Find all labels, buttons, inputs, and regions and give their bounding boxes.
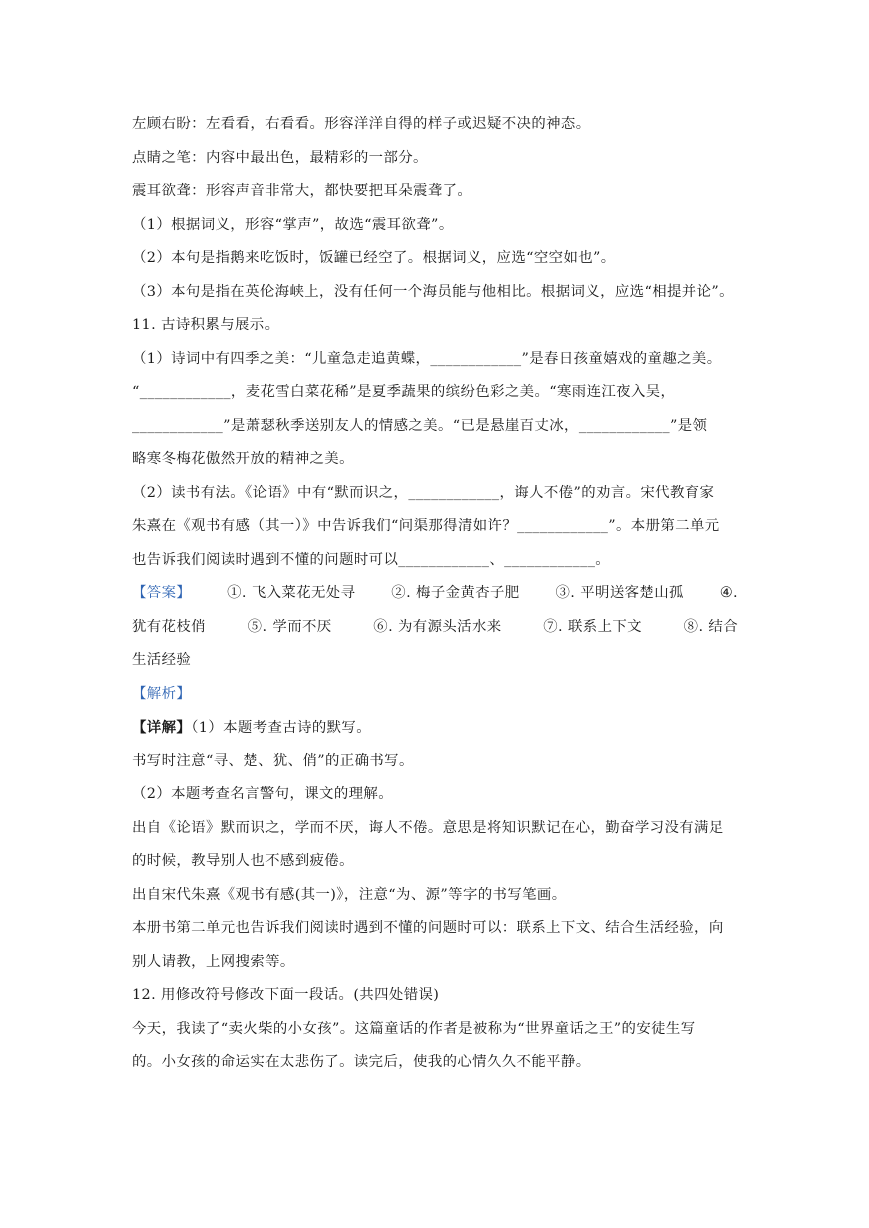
answer-item: ④. bbox=[719, 585, 738, 601]
text-line: 本册书第二单元也告诉我们阅读时遇到不懂的问题时可以：联系上下文、结合生活经验，向 bbox=[132, 920, 724, 936]
text-line: “____________，麦花雪白菜花稀”是夏季蔬果的缤纷色彩之美。“寒雨连江夜入吴， bbox=[132, 384, 676, 400]
text-line: （3）本句是指在英伦海峡上，没有任何一个海员能与他相比。根据词义，应选“相提并论”。 bbox=[132, 283, 734, 300]
text-line: 出自宋代朱熹《观书有感(其一)》，注意“为、源”等字的书写笔画。 bbox=[132, 886, 567, 903]
text-line: 也告诉我们阅读时遇到不懂的问题时可以____________、____________。 bbox=[132, 551, 611, 568]
answer-item: ①. 飞入菜花无处寻 bbox=[227, 585, 356, 601]
answer-row bbox=[132, 611, 738, 645]
text-line: 书写时注意“寻、楚、犹、俏”的正确书写。 bbox=[132, 752, 414, 769]
answer-label: 【答案】 bbox=[132, 585, 192, 601]
text-line: 左顾右盼：左看看，右看看。形容洋洋自得的样子或迟疑不决的神态。 bbox=[132, 116, 591, 132]
text-line: （2）读书有法。《论语》中有“默而识之，____________，诲人不倦”的劝言。宋代教育家 bbox=[132, 484, 715, 501]
answer-row: 生活经验 bbox=[132, 652, 192, 668]
detail-line bbox=[132, 711, 738, 745]
answer-item: ③. 平明送客楚山孤 bbox=[555, 585, 684, 601]
answer-item: ⑦. 联系上下文 bbox=[543, 618, 642, 635]
text-line: 今天，我读了“卖火柴的小女孩”。这篇童话的作者是被称为“世界童话之王”的安徒生写 bbox=[132, 1020, 696, 1037]
text-line: （1）根据词义，形容“掌声”，故选“震耳欲聋”。 bbox=[132, 216, 454, 233]
text-line: 略寒冬梅花傲然开放的精神之美。 bbox=[132, 451, 354, 467]
document-body bbox=[132, 108, 738, 1080]
analysis-label: 【解析】 bbox=[132, 685, 192, 702]
text-line: 朱熹在《观书有感（其一）》中告诉我们“问渠那得清如许？____________”。本册第二单元 bbox=[132, 518, 720, 534]
text-line: ____________”是萧瑟秋季送别友人的情感之美。“已是悬崖百丈冰，____________”是领 bbox=[132, 417, 708, 434]
answer-item: 犹有花枝俏 bbox=[132, 618, 206, 635]
detail-label: 【详解】 bbox=[132, 719, 192, 736]
text-line: 别人请教，上网搜索等。 bbox=[132, 953, 295, 970]
text-line: 的。小女孩的命运实在太悲伤了。读完后，使我的心情久久不能平静。 bbox=[132, 1054, 591, 1070]
text-line: 的时候，教导别人也不感到疲倦。 bbox=[132, 853, 354, 869]
question-heading: 11. 古诗积累与展示。 bbox=[132, 317, 280, 333]
answer-row bbox=[132, 577, 738, 611]
question-heading: 12. 用修改符号修改下面一段话。(共四处错误) bbox=[132, 987, 440, 1003]
text-line: 点睛之笔：内容中最出色，最精彩的一部分。 bbox=[132, 149, 428, 166]
text-line: 震耳欲聋：形容声音非常大，都快要把耳朵震聋了。 bbox=[132, 183, 473, 199]
detail-text: （1）本题考查古诗的默写。 bbox=[191, 720, 372, 736]
answer-item: ⑧. 结合 bbox=[683, 618, 738, 635]
answer-item: ⑥. 为有源头活水来 bbox=[373, 618, 502, 635]
answer-item: ②. 梅子金黄杏子肥 bbox=[391, 585, 520, 601]
answer-item: ⑤. 学而不厌 bbox=[247, 618, 332, 635]
text-line: （2）本句是指鹅来吃饭时，饭罐已经空了。根据词义，应选“空空如也”。 bbox=[132, 250, 616, 266]
text-line: 出自《论语》默而识之，学而不厌，诲人不倦。意思是将知识默记在心，勤奋学习没有满足 bbox=[132, 819, 724, 836]
text-line: （1）诗词中有四季之美：“儿童急走追黄蝶，____________”是春日孩童嬉戏的童趣之美。 bbox=[132, 350, 722, 367]
text-line: （2）本题考查名言警句，课文的理解。 bbox=[132, 786, 393, 802]
